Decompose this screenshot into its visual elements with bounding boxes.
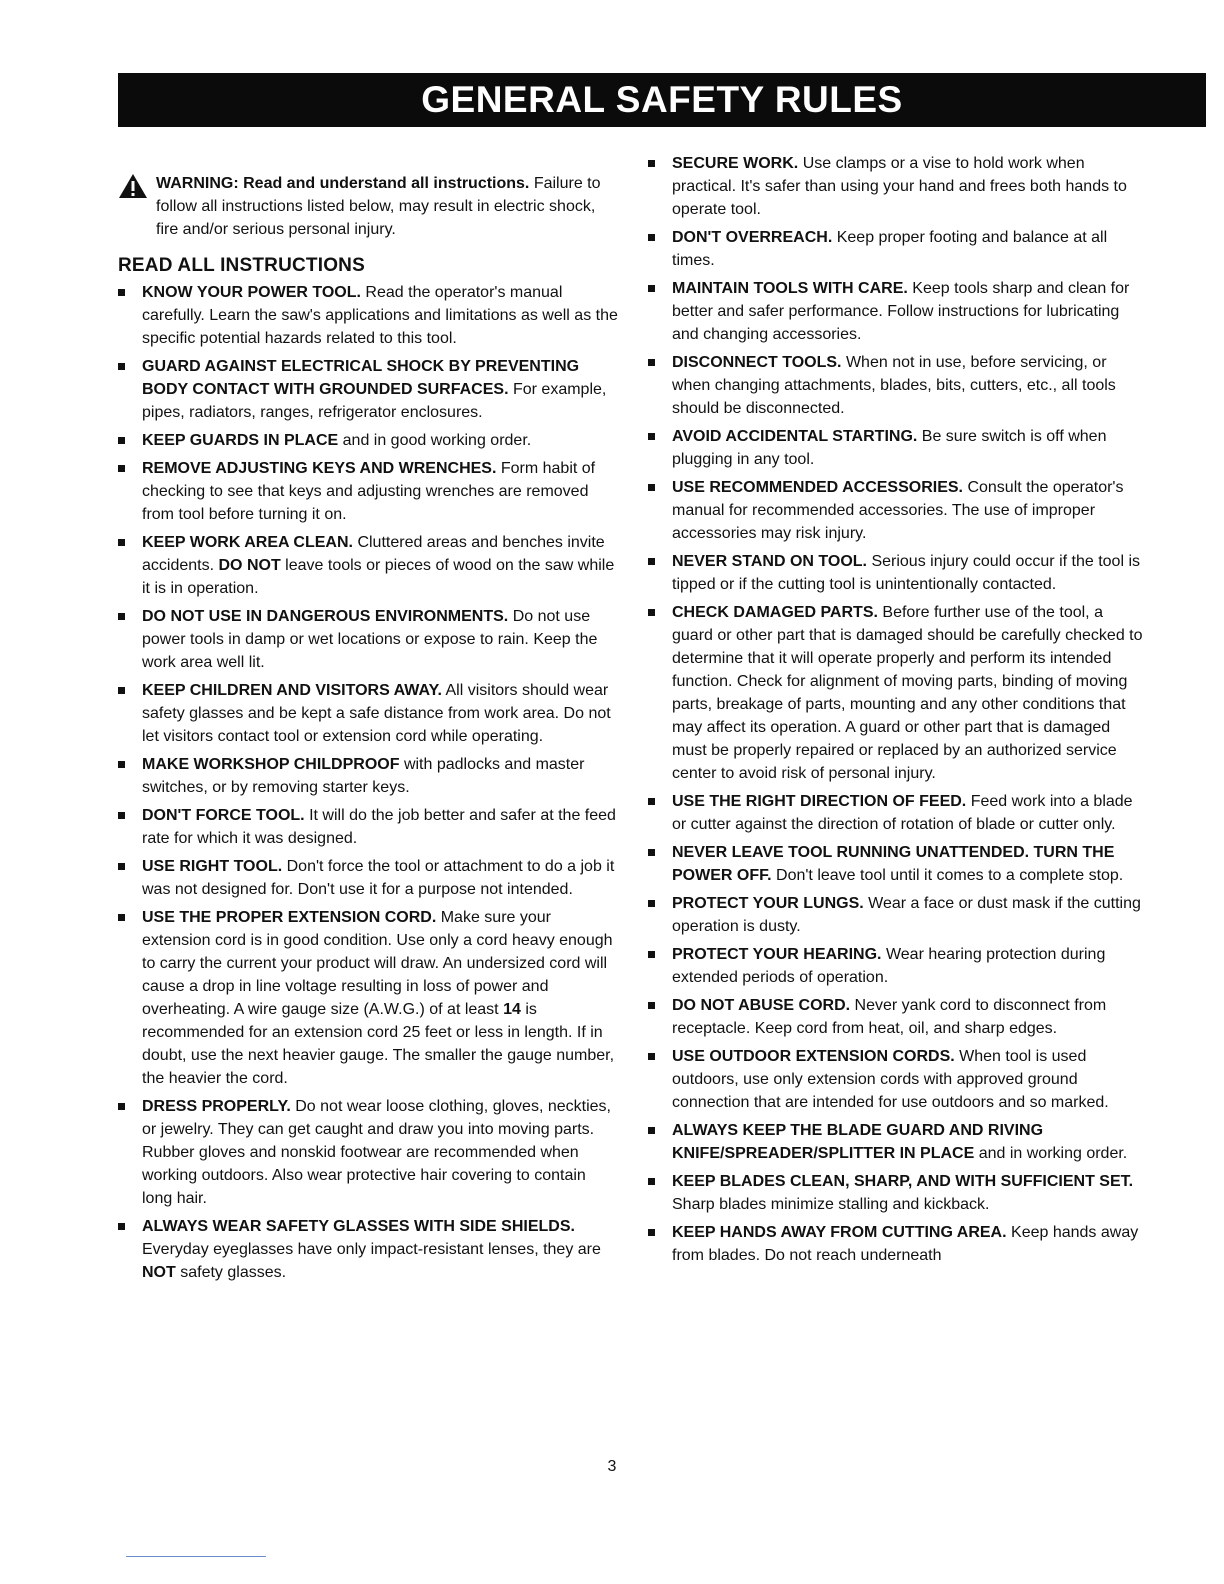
rule-item: [648, 892, 1148, 938]
rule-item: [648, 351, 1148, 420]
left-rules-list: [118, 281, 618, 1284]
rule-heading: SECURE WORK.: [672, 155, 799, 172]
rule-item: [118, 906, 618, 1090]
bullet-icon: [648, 234, 655, 241]
rule-item: [648, 1221, 1148, 1267]
bullet-icon: [648, 359, 655, 366]
rule-heading: KEEP CHILDREN AND VISITORS AWAY.: [142, 682, 442, 699]
bullet-icon: [118, 437, 125, 444]
rule-item: [648, 1045, 1148, 1114]
bullet-icon: [648, 285, 655, 292]
rule-text: Before further use of the tool, a guard or other part that is damaged should be carefully checked to determine that it will operate properly and perform its intended function. Check for alignment of moving parts, binding of moving parts, breakage of parts, mounting and any other conditions that may affect its operation. A guard or other part that is damaged must be properly repaired or replaced by an authorized service center to avoid risk of personal injury.: [672, 604, 1143, 782]
rule-heading: ALWAYS KEEP THE BLADE GUARD AND RIVING KNIFE/SPREADER/SPLITTER IN PLACE: [672, 1122, 1044, 1162]
rule-emphasis: 14: [503, 1001, 521, 1018]
rule-emphasis: NOT: [142, 1264, 176, 1281]
rule-heading: REMOVE ADJUSTING KEYS AND WRENCHES.: [142, 460, 497, 477]
rule-heading: KEEP WORK AREA CLEAN.: [142, 534, 353, 551]
rule-text: Don't leave tool until it comes to a complete stop.: [776, 867, 1124, 884]
rule-text: Keep tools sharp and clean for better and safer performance. Follow instructions for lubricating and changing accessories.: [672, 280, 1130, 343]
rule-item: [648, 277, 1148, 346]
rule-text: leave tools or pieces of wood on the saw while it is in operation.: [142, 557, 615, 597]
rule-heading: KEEP GUARDS IN PLACE: [142, 432, 339, 449]
rule-item: [648, 425, 1148, 471]
rule-heading: USE THE PROPER EXTENSION CORD.: [142, 909, 437, 926]
rule-item: [648, 943, 1148, 989]
bullet-icon: [118, 1103, 125, 1110]
bullet-icon: [648, 951, 655, 958]
rule-text: Be sure switch is off when plugging in any tool.: [672, 428, 1107, 468]
rule-text: When not in use, before servicing, or when changing attachments, blades, bits, cutters, etc., all tools should be disconnected.: [672, 354, 1116, 417]
rule-item: [648, 1170, 1148, 1216]
footer-rule: [126, 1556, 266, 1557]
rule-item: [648, 226, 1148, 272]
rule-heading: USE RECOMMENDED ACCESSORIES.: [672, 479, 963, 496]
bullet-icon: [648, 558, 655, 565]
bullet-icon: [648, 900, 655, 907]
rule-heading: DISCONNECT TOOLS.: [672, 354, 842, 371]
bullet-icon: [648, 609, 655, 616]
rule-item: [118, 355, 618, 424]
rule-item: [648, 550, 1148, 596]
title-banner: [118, 73, 1206, 127]
rule-text: and in good working order.: [342, 432, 532, 449]
rule-heading: MAKE WORKSHOP CHILDPROOF: [142, 756, 400, 773]
warning-label: WARNING:: [156, 175, 239, 192]
rule-heading: ALWAYS WEAR SAFETY GLASSES WITH SIDE SHIELDS.: [142, 1218, 575, 1235]
bullet-icon: [118, 1223, 125, 1230]
rule-item: [118, 531, 618, 600]
rule-item: [648, 152, 1148, 221]
rule-text: Wear hearing protection during extended periods of operation.: [672, 946, 1106, 986]
rule-heading: DON'T FORCE TOOL.: [142, 807, 305, 824]
rule-text: Wear a face or dust mask if the cutting operation is dusty.: [672, 895, 1141, 935]
rule-text: Consult the operator's manual for recommended accessories. The use of improper accessories may risk injury.: [672, 479, 1124, 542]
rule-text: Feed work into a blade or cutter against the direction of rotation of blade or cutter only.: [672, 793, 1133, 833]
rule-text: and in working order.: [978, 1145, 1128, 1162]
bullet-icon: [648, 484, 655, 491]
rule-text: It will do the job better and safer at the feed rate for which it was designed.: [142, 807, 616, 847]
rule-item: [648, 841, 1148, 887]
rule-heading: KEEP HANDS AWAY FROM CUTTING AREA.: [672, 1224, 1007, 1241]
rule-item: [118, 605, 618, 674]
bullet-icon: [118, 289, 125, 296]
bullet-icon: [648, 1127, 655, 1134]
rule-emphasis: DO NOT: [218, 557, 281, 574]
bullet-icon: [118, 613, 125, 620]
rule-item: [118, 1095, 618, 1210]
rule-heading: PROTECT YOUR HEARING.: [672, 946, 882, 963]
bullet-icon: [648, 1178, 655, 1185]
rule-heading: DO NOT USE IN DANGEROUS ENVIRONMENTS.: [142, 608, 509, 625]
rule-heading: NEVER LEAVE TOOL RUNNING UNATTENDED. TURN THE POWER OFF.: [672, 844, 1115, 884]
rule-heading: USE OUTDOOR EXTENSION CORDS.: [672, 1048, 955, 1065]
rule-text: Serious injury could occur if the tool is tipped or if the cutting tool is unintentionally contacted.: [672, 553, 1141, 593]
rule-text: Use clamps or a vise to hold work when practical. It's safer than using your hand and frees both hands to operate tool.: [672, 155, 1127, 218]
rule-heading: DRESS PROPERLY.: [142, 1098, 291, 1115]
bullet-icon: [118, 863, 125, 870]
bullet-icon: [648, 1002, 655, 1009]
bullet-icon: [648, 1053, 655, 1060]
bullet-icon: [648, 160, 655, 167]
bullet-icon: [118, 539, 125, 546]
rule-text: All visitors should wear safety glasses and be kept a safe distance from work area. Do not let visitors contact tool or extension cord while operating.: [142, 682, 611, 745]
rule-text: with padlocks and master switches, or by removing starter keys.: [142, 756, 585, 796]
rule-heading: AVOID ACCIDENTAL STARTING.: [672, 428, 918, 445]
bullet-icon: [118, 812, 125, 819]
rule-heading: USE THE RIGHT DIRECTION OF FEED.: [672, 793, 967, 810]
rule-heading: DON'T OVERREACH.: [672, 229, 833, 246]
rule-heading: MAINTAIN TOOLS WITH CARE.: [672, 280, 908, 297]
warning-text: [156, 172, 618, 241]
rule-item: [648, 994, 1148, 1040]
rule-text: Make sure your extension cord is in good condition. Use only a cord heavy enough to carry the current your product will draw. An undersized cord will cause a drop in line voltage resulting in loss of power and overheating. A wire gauge size (A.W.G.) of at least: [142, 909, 613, 1018]
left-column: [118, 152, 618, 1289]
rule-text: Keep hands away from blades. Do not reach underneath: [672, 1224, 1139, 1264]
warning-detail: Failure to follow all instructions listed below, may result in electric shock, fire and/or serious personal injury.: [156, 175, 601, 238]
warning-lead: Read and understand all instructions.: [243, 175, 530, 192]
rule-item: [118, 804, 618, 850]
rule-item: [648, 790, 1148, 836]
rule-text: safety glasses.: [180, 1264, 287, 1281]
rule-heading: DO NOT ABUSE CORD.: [672, 997, 851, 1014]
bullet-icon: [118, 687, 125, 694]
bullet-icon: [118, 363, 125, 370]
bullet-icon: [118, 914, 125, 921]
page-title: GENERAL SAFETY RULES: [421, 79, 903, 120]
bullet-icon: [118, 465, 125, 472]
warning-block: [118, 172, 618, 241]
rule-heading: KEEP BLADES CLEAN, SHARP, AND WITH SUFFICIENT SET.: [672, 1173, 1134, 1190]
rule-item: [648, 601, 1148, 785]
rule-item: [118, 429, 618, 452]
bullet-icon: [648, 849, 655, 856]
rule-heading: CHECK DAMAGED PARTS.: [672, 604, 878, 621]
rule-text: Form habit of checking to see that keys and adjusting wrenches are removed from tool before turning it on.: [142, 460, 596, 523]
rule-text: Do not use power tools in damp or wet locations or expose to rain. Keep the work area well lit.: [142, 608, 598, 671]
right-column: [648, 152, 1148, 1272]
rule-text: Don't force the tool or attachment to do a job it was not designed for. Don't use it for a purpose not intended.: [142, 858, 615, 898]
rule-item: [118, 753, 618, 799]
rule-text: Do not wear loose clothing, gloves, neckties, or jewelry. They can get caught and draw you into moving parts. Rubber gloves and nonskid footwear are recommended when working outdoors. Also wear protective hair covering to contain long hair.: [142, 1098, 611, 1207]
rule-text: Keep proper footing and balance at all times.: [672, 229, 1108, 269]
rule-item: [118, 1215, 618, 1284]
rule-text: Never yank cord to disconnect from receptacle. Keep cord from heat, oil, and sharp edges.: [672, 997, 1107, 1037]
rule-heading: PROTECT YOUR LUNGS.: [672, 895, 864, 912]
rule-text: When tool is used outdoors, use only extension cords with approved ground connection that are intended for use outdoors and so marked.: [672, 1048, 1109, 1111]
rule-heading: KNOW YOUR POWER TOOL.: [142, 284, 361, 301]
rule-text: Cluttered areas and benches invite accidents.: [142, 534, 605, 574]
rule-heading: USE RIGHT TOOL.: [142, 858, 283, 875]
bullet-icon: [648, 1229, 655, 1236]
rule-text: Sharp blades minimize stalling and kickback.: [672, 1196, 990, 1213]
right-rules-list: [648, 152, 1148, 1267]
page-number: 3: [607, 1458, 617, 1475]
rule-item: [118, 855, 618, 901]
rule-item: [648, 1119, 1148, 1165]
rule-item: [118, 679, 618, 748]
rule-text: Read the operator's manual carefully. Learn the saw's applications and limitations as well as the specific potential hazards related to this tool.: [142, 284, 618, 347]
bullet-icon: [648, 798, 655, 805]
rule-item: [118, 457, 618, 526]
rule-text: Everyday eyeglasses have only impact-resistant lenses, they are: [142, 1241, 601, 1258]
rule-text: For example, pipes, radiators, ranges, refrigerator enclosures.: [142, 381, 607, 421]
rule-item: [648, 476, 1148, 545]
section-title: READ ALL INSTRUCTIONS: [118, 255, 365, 276]
rule-heading: GUARD AGAINST ELECTRICAL SHOCK BY PREVENTING BODY CONTACT WITH GROUNDED SURFACES.: [142, 358, 580, 398]
rule-text: is recommended for an extension cord 25 feet or less in length. If in doubt, use the next heavier gauge. The smaller the gauge number, the heavier the cord.: [142, 1001, 615, 1087]
bullet-icon: [118, 761, 125, 768]
bullet-icon: [648, 433, 655, 440]
warning-triangle-icon: [118, 172, 156, 241]
rule-item: [118, 281, 618, 350]
rule-heading: NEVER STAND ON TOOL.: [672, 553, 867, 570]
